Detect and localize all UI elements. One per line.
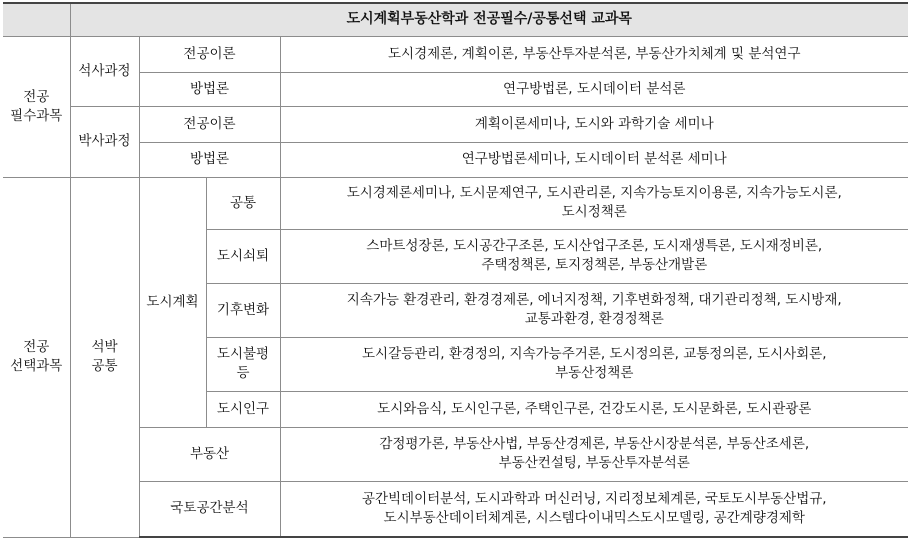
table-row <box>3 106 908 142</box>
urban-decline-label: 도시쇠퇴 <box>206 229 280 283</box>
elective-courses-label: 전공 선택과목 <box>3 177 70 537</box>
spatial-analysis-courses: 공간빅데이터분석, 도시과학과 머신러닝, 지리정보체계론, 국토도시부동산법규, 도시부동산데이터체계론, 시스템다이내믹스도시모델링, 공간계량경제학 <box>280 481 908 537</box>
table-row <box>3 481 908 537</box>
doctoral-label: 박사과정 <box>70 106 139 177</box>
header-corner-cell <box>3 3 70 36</box>
masters-method-label: 방법론 <box>139 72 280 106</box>
table-title: 도시계획부동산학과 전공필수/공통선택 교과목 <box>70 3 908 36</box>
urban-common-label: 공통 <box>206 177 280 229</box>
masters-label: 석사과정 <box>70 36 139 106</box>
urban-common-courses: 도시경제론세미나, 도시문제연구, 도시관리론, 지속가능토지이용론, 지속가능도시론, 도시정책론 <box>280 177 908 229</box>
doctoral-method-label: 방법론 <box>139 142 280 177</box>
urban-population-courses: 도시와음식, 도시인구론, 주택인구론, 건강도시론, 도시문화론, 도시관광론 <box>280 391 908 427</box>
curriculum-table <box>3 2 908 538</box>
table-row <box>3 142 908 177</box>
climate-change-label: 기후변화 <box>206 283 280 337</box>
urban-population-label: 도시인구 <box>206 391 280 427</box>
table-row <box>3 36 908 72</box>
elective-level-label: 석박 공통 <box>70 177 139 537</box>
table-row <box>3 177 908 229</box>
real-estate-label: 부동산 <box>139 427 280 481</box>
masters-theory-label: 전공이론 <box>139 36 280 72</box>
table-row <box>3 72 908 106</box>
masters-method-courses: 연구방법론, 도시데이터 분석론 <box>280 72 908 106</box>
climate-change-courses: 지속가능 환경관리, 환경경제론, 에너지정책, 기후변화정책, 대기관리정책, 도시방재, 교통과환경, 환경정책론 <box>280 283 908 337</box>
real-estate-courses: 감정평가론, 부동산사법, 부동산경제론, 부동산시장분석론, 부동산조세론, 부동산컨설팅, 부동산투자분석론 <box>280 427 908 481</box>
table-row <box>3 427 908 481</box>
masters-theory-courses: 도시경제론, 계획이론, 부동산투자분석론, 부동산가치체계 및 분석연구 <box>280 36 908 72</box>
doctoral-theory-label: 전공이론 <box>139 106 280 142</box>
urban-planning-label: 도시계획 <box>139 177 206 427</box>
urban-inequality-courses: 도시갈등관리, 환경정의, 지속가능주거론, 도시정의론, 교통정의론, 도시사회론, 부동산정책론 <box>280 337 908 391</box>
required-courses-label: 전공 필수과목 <box>3 36 70 177</box>
header-row <box>3 3 908 36</box>
doctoral-theory-courses: 계획이론세미나, 도시와 과학기술 세미나 <box>280 106 908 142</box>
spatial-analysis-label: 국토공간분석 <box>139 481 280 537</box>
doctoral-method-courses: 연구방법론세미나, 도시데이터 분석론 세미나 <box>280 142 908 177</box>
urban-inequality-label: 도시불평등 <box>206 337 280 391</box>
urban-decline-courses: 스마트성장론, 도시공간구조론, 도시산업구조론, 도시재생특론, 도시재정비론, 주택정책론, 토지정책론, 부동산개발론 <box>280 229 908 283</box>
